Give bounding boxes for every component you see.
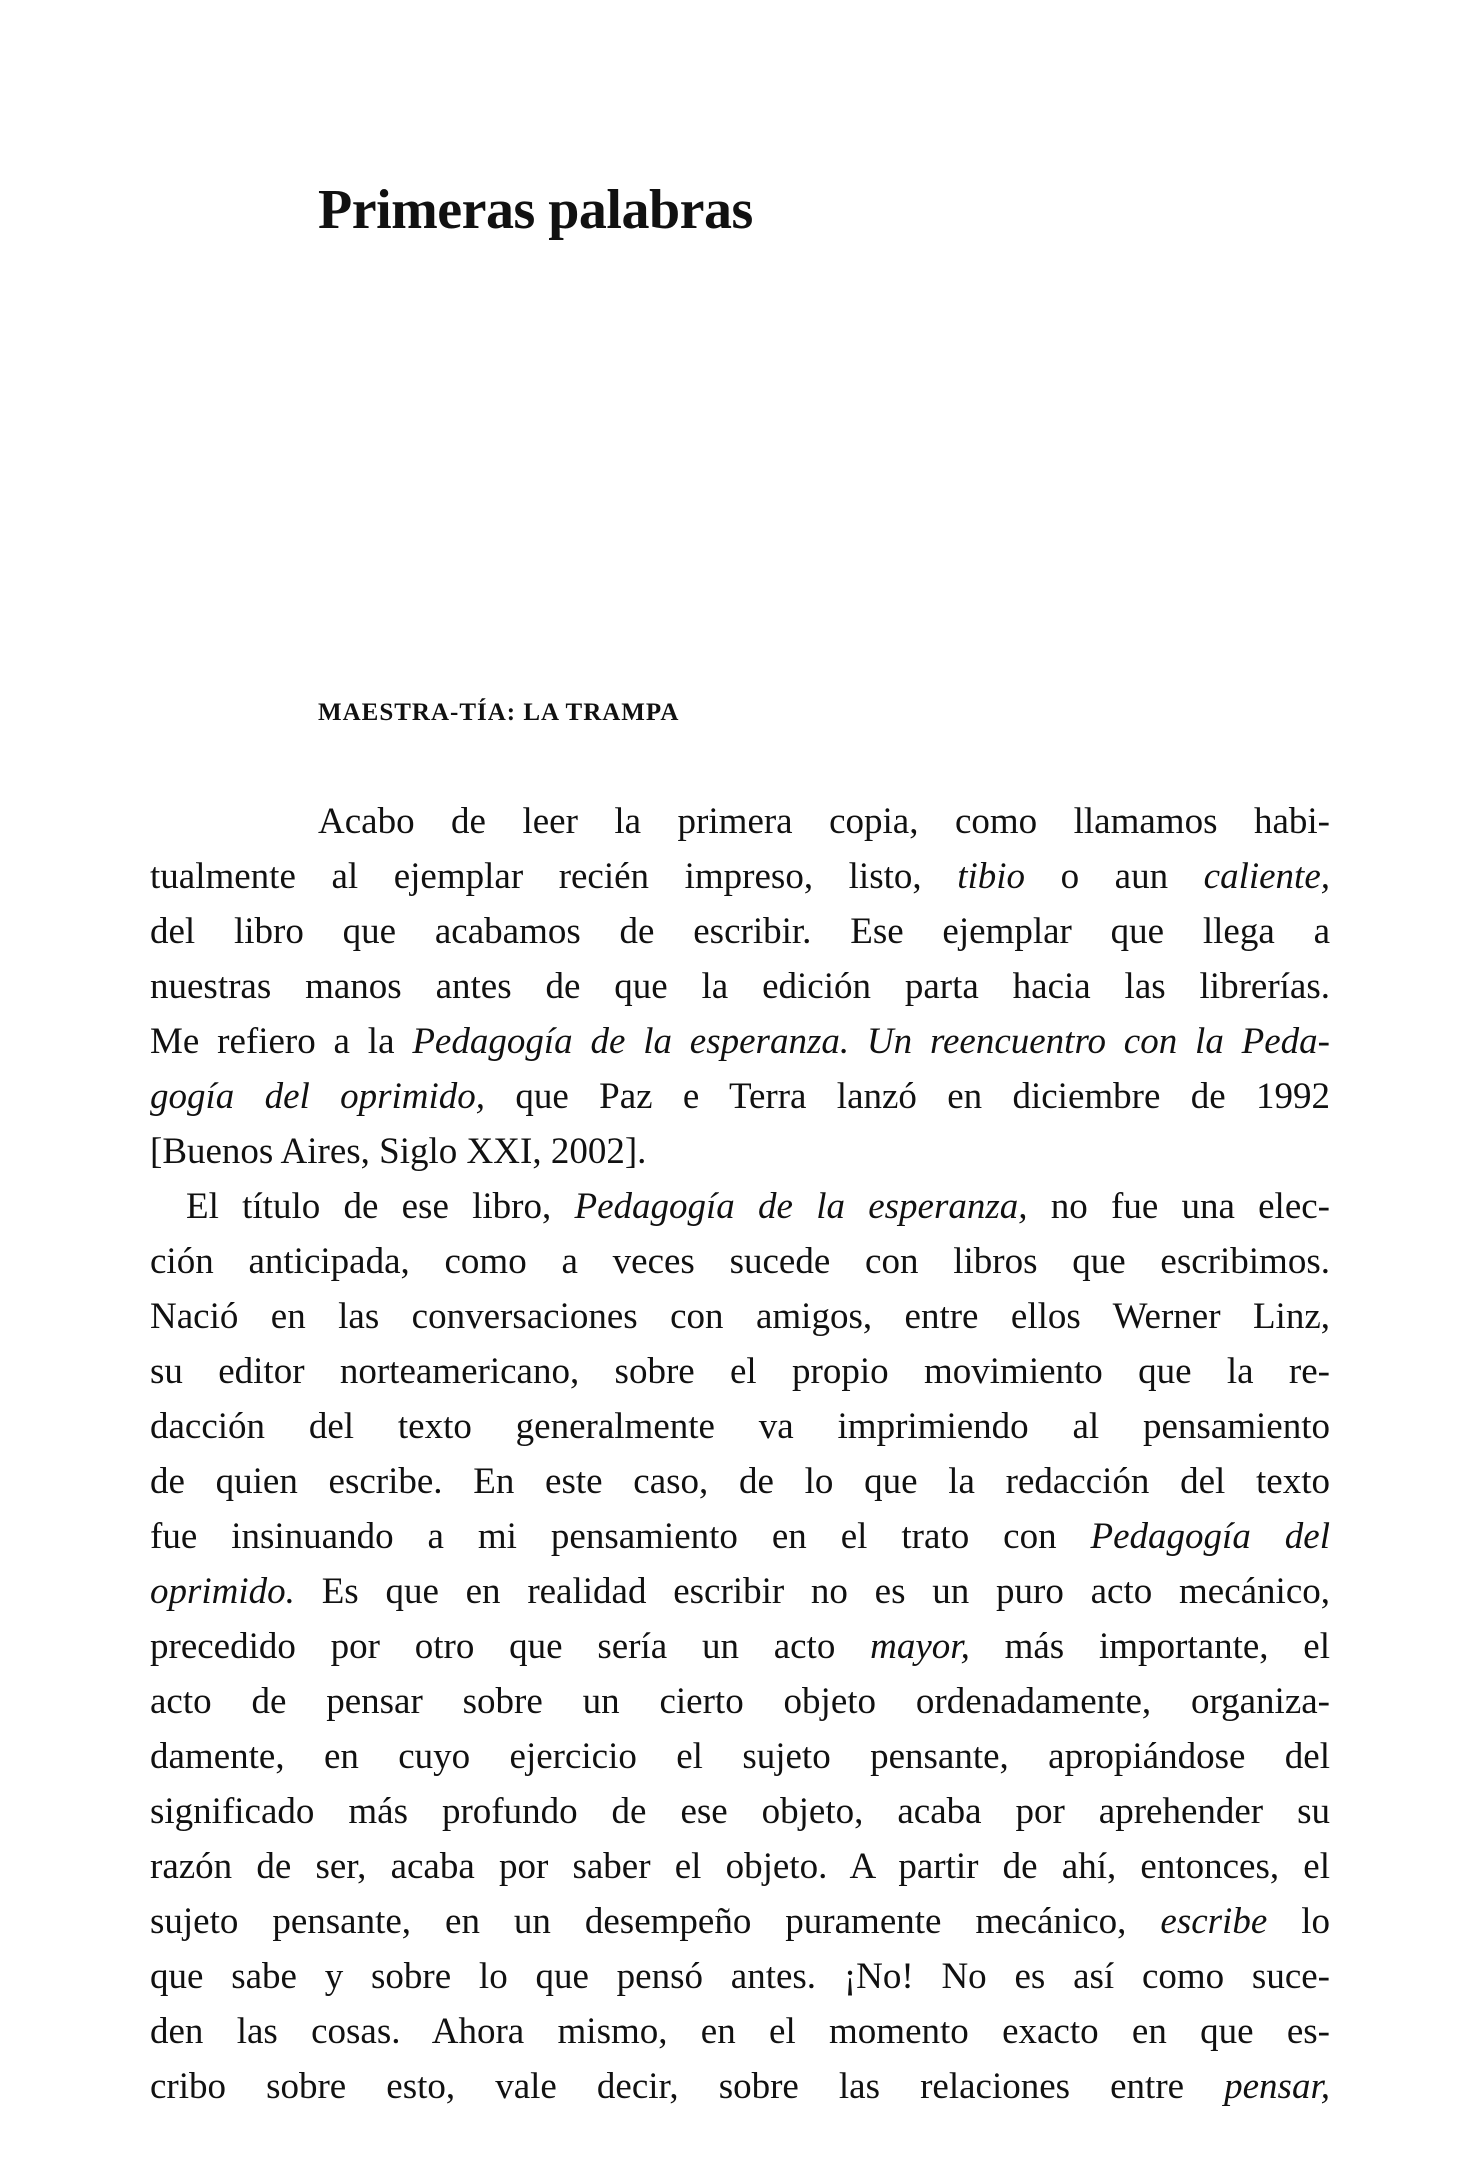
text-segment: ción anticipada, como a veces sucede con libros que escribimos. — [150, 1241, 1330, 1282]
text-segment: Es que en realidad escribir no es un puro acto mecánico, — [294, 1571, 1330, 1612]
text-segment: Nació en las conversaciones con amigos, entre ellos Werner Linz, — [150, 1296, 1330, 1337]
text-segment: damente, en cuyo ejercicio el sujeto pensante, apropiándose del — [150, 1736, 1330, 1777]
text-segment: den las cosas. Ahora mismo, en el momento exacto en que es- — [150, 2011, 1330, 2052]
text-line — [150, 1619, 1330, 1674]
text-segment: Acabo de leer la primera copia, como llamamos habi- — [318, 801, 1330, 842]
text-segment: nuestras manos antes de que la edición parta hacia las librerías. — [150, 966, 1330, 1007]
text-segment: su editor norteamericano, sobre el propio movimiento que la re- — [150, 1351, 1330, 1392]
italic-text: escribe — [1160, 1901, 1268, 1942]
italic-text: pensar, — [1224, 2066, 1330, 2107]
text-segment: El título de ese libro, — [186, 1186, 575, 1227]
text-segment: más importante, el — [969, 1626, 1330, 1667]
paragraph — [150, 1179, 1330, 2114]
text-segment: que sabe y sobre lo que pensó antes. ¡No! No es así como suce- — [150, 1956, 1330, 1997]
section-heading: MAESTRA-TÍA: LA TRAMPA — [318, 699, 680, 726]
text-segment: sujeto pensante, en un desempeño puramente mecánico, — [150, 1901, 1161, 1942]
text-line — [150, 1014, 1330, 1069]
italic-text: gogía del oprimido, — [150, 1076, 486, 1117]
text-segment: o aun — [1025, 856, 1204, 897]
text-line — [150, 1344, 1330, 1399]
text-line — [150, 2059, 1330, 2114]
italic-text: tibio — [957, 856, 1026, 897]
italic-text: caliente, — [1203, 856, 1330, 897]
text-segment: que Paz e Terra lanzó en diciembre de 1992 — [485, 1076, 1330, 1117]
text-segment: de quien escribe. En este caso, de lo que la redacción del texto — [150, 1461, 1330, 1502]
paragraph — [150, 794, 1330, 1179]
text-segment: dacción del texto generalmente va imprimiendo al pensamiento — [150, 1406, 1330, 1447]
text-line — [150, 1729, 1330, 1784]
text-segment: acto de pensar sobre un cierto objeto ordenadamente, organiza- — [150, 1681, 1330, 1722]
text-segment: [Buenos Aires, Siglo XXI, 2002]. — [150, 1131, 647, 1172]
text-line — [150, 1234, 1330, 1289]
text-line — [150, 1399, 1330, 1454]
text-segment: tualmente al ejemplar recién impreso, listo, — [150, 856, 958, 897]
chapter-title: Primeras palabras — [318, 179, 753, 241]
text-line — [150, 1674, 1330, 1729]
text-line — [150, 1564, 1330, 1619]
text-segment: del libro que acabamos de escribir. Ese ejemplar que llega a — [150, 911, 1330, 952]
text-line — [150, 794, 1330, 849]
text-line — [150, 1894, 1330, 1949]
text-segment: significado más profundo de ese objeto, acaba por aprehender su — [150, 1791, 1330, 1832]
text-line — [150, 1784, 1330, 1839]
text-line — [150, 1839, 1330, 1894]
italic-text: Pedagogía de la esperanza, — [574, 1186, 1028, 1227]
italic-text: Pedagogía de la esperanza. Un reencuentro con la Peda- — [412, 1021, 1330, 1062]
text-line — [150, 959, 1330, 1014]
italic-text: oprimido. — [150, 1571, 295, 1612]
text-segment: no fue una elec- — [1027, 1186, 1331, 1227]
text-line — [150, 1124, 1330, 1179]
text-line — [150, 1289, 1330, 1344]
body-text — [150, 794, 1330, 2114]
text-line — [150, 1179, 1330, 1234]
text-line — [150, 849, 1330, 904]
text-segment: razón de ser, acaba por saber el objeto. A partir de ahí, entonces, el — [150, 1846, 1330, 1887]
text-line — [150, 1509, 1330, 1564]
text-line — [150, 1949, 1330, 2004]
text-segment: precedido por otro que sería un acto — [150, 1626, 871, 1667]
text-line — [150, 1069, 1330, 1124]
italic-text: Pedagogía del — [1090, 1516, 1330, 1557]
text-line — [150, 1454, 1330, 1509]
text-segment: Me refiero a la — [150, 1021, 413, 1062]
text-segment: cribo sobre esto, vale decir, sobre las relaciones entre — [150, 2066, 1225, 2107]
text-line — [150, 904, 1330, 959]
italic-text: mayor, — [870, 1626, 970, 1667]
text-line — [150, 2004, 1330, 2059]
text-segment: fue insinuando a mi pensamiento en el trato con — [150, 1516, 1091, 1557]
text-segment: lo — [1267, 1901, 1331, 1942]
